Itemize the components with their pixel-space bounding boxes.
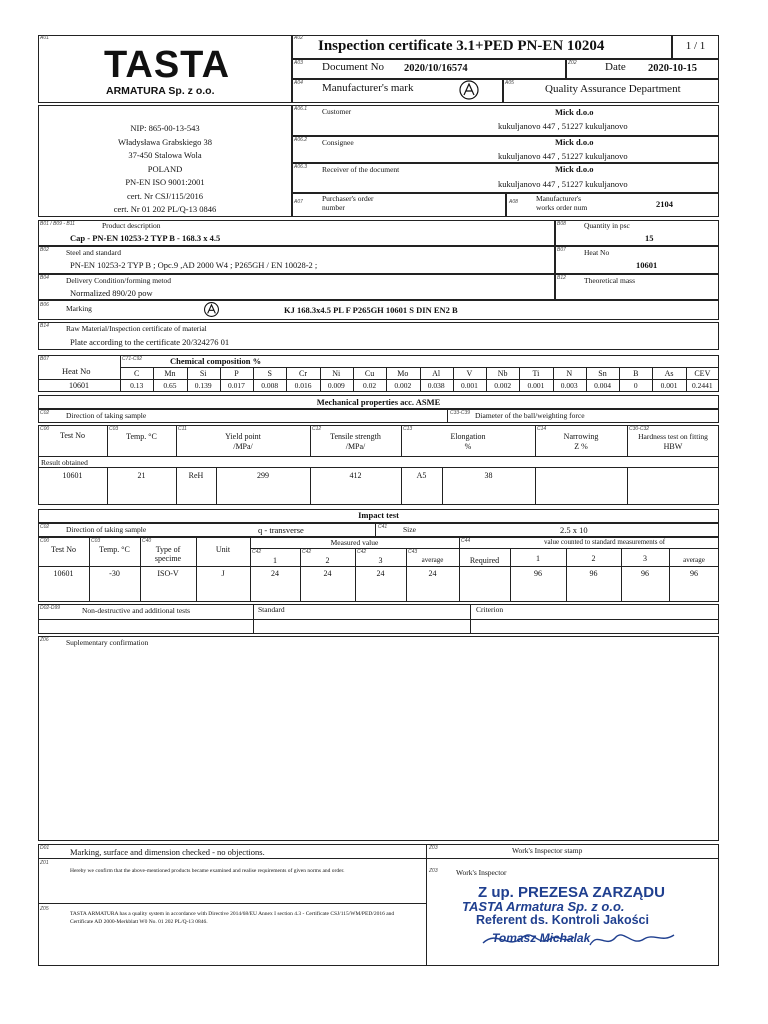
works-order-label-1: Manufacturer's <box>536 194 582 203</box>
code-z05: Z05 <box>40 906 49 912</box>
chem-element-ni: Ni <box>332 369 341 378</box>
company-logo-sub: ARMATURA Sp. z o.o. <box>106 85 215 97</box>
mech-result-elong: 38 <box>484 471 493 480</box>
code-a03: A03 <box>294 60 303 66</box>
mech-test-no-header: Test No <box>60 431 85 440</box>
mech-dir-divider <box>447 409 448 423</box>
impact-result-m2: 24 <box>323 569 332 578</box>
code-z03: Z03 <box>429 845 438 851</box>
theoretical-mass-label: Theoretical mass <box>584 276 636 285</box>
company-street: Władysława Grabskiego 38 <box>118 136 212 147</box>
chem-element-sn: Sn <box>598 369 607 378</box>
chem-element-s: S <box>267 369 272 378</box>
impact-size-label: Size <box>403 525 416 534</box>
impact-size-value: 2.5 x 10 <box>560 525 588 535</box>
elong-header-2: % <box>464 442 472 451</box>
ndt-v1 <box>253 604 254 634</box>
impact-type-header-1: Type of <box>155 545 181 554</box>
chem-heat-label: Heat No <box>62 366 91 376</box>
chem-element-p: P <box>234 369 239 378</box>
code-a08: A08 <box>509 199 518 205</box>
result-obtained-label: Result obtained <box>41 458 88 467</box>
code-a063: A06.3 <box>294 164 308 170</box>
footer-line-right-1 <box>426 858 719 859</box>
yield-header-2: /MPa/ <box>233 442 253 451</box>
ndt-mid <box>38 619 719 620</box>
chem-value-c: 0.13 <box>130 381 144 390</box>
standard-2-header: 2 <box>591 554 596 563</box>
code-b01: B01 / B09 - B11 <box>40 221 75 227</box>
quantity-box <box>555 220 719 246</box>
chem-value-si: 0.139 <box>194 381 212 390</box>
code-z02: Z02 <box>568 60 577 66</box>
diameter-label: Diameter of the ball/weighting force <box>475 411 585 420</box>
impact-result-s1: 96 <box>534 569 542 578</box>
company-address <box>38 122 292 217</box>
chem-value-cu: 0.02 <box>363 381 377 390</box>
steel-label: Steel and standard <box>66 248 121 257</box>
works-order-label-2: works order num <box>536 203 588 212</box>
code-c11: C11 <box>178 426 187 432</box>
impact-dir-divider <box>375 523 376 537</box>
manufacturers-mark-label: Manufacturer's mark <box>322 82 414 94</box>
code-c03b: C03 <box>91 538 101 544</box>
chem-element-mn: Mn <box>164 369 176 378</box>
consignee-name: Mick d.o.o <box>555 137 594 147</box>
chem-element-cev: CEV <box>694 369 711 378</box>
confirmation-text: Hereby we confirm that the above-mentioned products became examined and realise requirements of given norms and order. <box>70 868 345 874</box>
code-b02: B02 <box>40 247 49 253</box>
ndt-standard-label: Standard <box>258 605 285 614</box>
inspector-stamp-label: Work's Inspector stamp <box>512 846 583 855</box>
mech-result-label-bottom <box>38 467 719 468</box>
code-a05: A05 <box>505 80 514 86</box>
chem-element-cu: Cu <box>364 369 375 378</box>
quantity-value: 15 <box>645 233 654 243</box>
delivery-condition: Normalized 890/20 pow <box>70 288 153 298</box>
steel-standard: PN-EN 10253-2 TYP B ; Opc.9 ,AD 2000 W4 ; P265GH / EN 10028-2 ; <box>70 260 318 270</box>
code-c42b: C42 <box>302 549 312 555</box>
code-a062: A06.2 <box>294 137 308 143</box>
mech-temp-header: Temp. °C <box>126 432 157 441</box>
hardness-header-1: Hardness test on fitting <box>638 432 708 441</box>
mech-v5b <box>535 467 536 505</box>
manufacturer-mark-icon <box>458 79 480 101</box>
supplementary-label: Suplementary confirmation <box>66 638 149 647</box>
product-description: Cap - PN-EN 10253-2 TYP B - 168.3 x 4.5 <box>70 233 221 243</box>
impact-result-type: ISO-V <box>157 569 179 578</box>
chem-value-cev: 0.2441 <box>692 381 713 390</box>
company-cert1: cert. Nr CSJ/115/2016 <box>127 190 203 201</box>
purchaser-order-label-1: Purchaser's order <box>322 194 374 203</box>
chem-element-cr: Cr <box>299 369 307 378</box>
mech-direction-label: Direction of taking sample <box>66 411 147 420</box>
mech-header-bottom <box>38 456 719 457</box>
supplementary-box <box>38 636 719 841</box>
impact-test-no-header: Test No <box>51 545 76 554</box>
chem-value-ti: 0.001 <box>527 381 545 390</box>
imp-v8 <box>459 537 460 602</box>
code-c41: C41 <box>378 524 388 530</box>
code-c02: C02 <box>40 410 50 416</box>
mass-box <box>555 274 719 300</box>
narrow-header-1: Narrowing <box>563 432 599 441</box>
chem-element-as: As <box>664 369 674 378</box>
impact-result-m1: 24 <box>271 569 279 578</box>
code-c42a: C42 <box>252 549 262 555</box>
code-a07: A07 <box>294 199 303 205</box>
chem-value-b: 0 <box>633 381 638 390</box>
code-b07: B07 <box>557 247 566 253</box>
chem-element-n: N <box>566 369 573 378</box>
chem-value-cr: 0.016 <box>294 381 312 390</box>
company-cert2: cert. Nr 01 202 PL/Q-13 0846 <box>113 204 217 214</box>
code-c44: C44 <box>461 538 471 544</box>
ndt-label: Non-destructive and additional tests <box>82 606 191 615</box>
chem-element-b: B <box>633 369 639 378</box>
code-c14: C14 <box>537 426 547 432</box>
impact-direction-value: q - transverse <box>258 525 304 535</box>
footer-line-left-1 <box>38 858 426 859</box>
impact-result-m3: 24 <box>376 569 385 578</box>
code-c40: C40 <box>142 538 152 544</box>
works-order-number: 2104 <box>656 199 673 209</box>
code-c00b: C00 <box>40 538 50 544</box>
company-iso: PN-EN ISO 9001:2001 <box>125 177 205 187</box>
purchaser-order-label <box>322 194 374 212</box>
chem-value-v: 0.001 <box>460 381 478 390</box>
chem-element-mo: Mo <box>397 369 409 378</box>
company-nip: NIP: 865-00-13-543 <box>130 123 200 133</box>
code-d02: D02-D99 <box>40 605 61 611</box>
company-city: 37-450 Stalowa Wola <box>128 150 202 160</box>
consignee-address: kukuljanovo 447 , 51227 kukuljanovo <box>498 151 628 161</box>
measured-1-header: 1 <box>273 556 277 565</box>
marking-label: Marking <box>66 304 92 313</box>
chem-element-v: V <box>466 369 473 378</box>
qa-department: Quality Assurance Department <box>545 83 681 95</box>
impact-result-avg: 24 <box>428 569 437 578</box>
purchaser-order-label-2: number <box>322 203 345 212</box>
required-header: Required <box>469 556 500 565</box>
mech-v6b <box>627 467 628 505</box>
mech-result-test: 10601 <box>62 471 83 480</box>
code-b06: B06 <box>40 302 49 308</box>
chem-value-as: 0.001 <box>660 381 678 390</box>
tensile-header-1: Tensile strength <box>330 432 381 441</box>
code-b07b: B07 <box>40 356 49 362</box>
receiver-address: kukuljanovo 447 , 51227 kukuljanovo <box>498 179 628 189</box>
impact-result-s2: 96 <box>589 569 598 578</box>
code-a01: A01 <box>40 35 49 41</box>
document-no: 2020/10/16574 <box>404 63 468 74</box>
code-b14: B14 <box>40 323 49 329</box>
impact-unit-header: Unit <box>215 545 231 554</box>
code-c42c: C42 <box>357 549 367 555</box>
standard-avg-header: average <box>683 556 705 564</box>
marking-value: KJ 168.3x4.5 PL F P265GH 10601 S DIN EN2 B <box>284 305 458 315</box>
chem-value-ni: 0.009 <box>327 381 345 390</box>
mech-title: Mechanical properties acc. ASME <box>316 397 441 407</box>
company-country: POLAND <box>147 163 183 174</box>
heat-no-value: 10601 <box>636 260 658 270</box>
chem-element-nb: Nb <box>497 369 508 378</box>
measured-avg-header: average <box>421 556 444 564</box>
stamp-line-4: Tomasz Michalak <box>492 931 591 945</box>
chem-element-ti: Ti <box>532 369 540 378</box>
code-c03: C03 <box>109 426 119 432</box>
ndt-criterion-label: Criterion <box>476 605 504 614</box>
code-d01: D01 <box>40 845 50 851</box>
code-c00: C00 <box>40 426 50 432</box>
customer-label: Customer <box>322 107 352 116</box>
mech-result-reh: ReH <box>188 471 204 480</box>
works-order-label <box>536 194 587 212</box>
receiver-name: Mick d.o.o <box>555 164 594 174</box>
marking-logo-icon <box>203 301 220 318</box>
code-c33: C33-C39 <box>450 410 471 416</box>
measured-2-header: 2 <box>325 556 330 565</box>
customer-name: Mick d.o.o <box>555 107 594 117</box>
quantity-label: Quantity in psc <box>584 221 630 230</box>
impact-direction-label: Direction of taking sample <box>66 525 147 534</box>
footer-line-left-2 <box>38 903 426 904</box>
code-c43: C43 <box>408 549 418 555</box>
impact-result-temp: -30 <box>109 569 120 578</box>
chem-value-n: 0.003 <box>560 381 578 390</box>
code-a04: A04 <box>294 80 303 86</box>
code-z01: Z01 <box>40 860 49 866</box>
code-b12: B12 <box>557 275 566 281</box>
date-label: Date <box>605 61 626 73</box>
footer-divider <box>426 844 427 966</box>
code-a061: A06.1 <box>294 106 308 112</box>
standard-1-header: 1 <box>536 554 540 563</box>
chem-value-al: 0.038 <box>427 381 445 390</box>
code-b08: B08 <box>557 221 566 227</box>
ndt-v2 <box>470 604 471 634</box>
certificate-title: Inspection certificate 3.1+PED PN-EN 10204 <box>318 38 605 54</box>
hardness-header-2: HBW <box>663 442 683 451</box>
narrow-header-2: Z % <box>574 442 588 451</box>
code-c30: C30-C32 <box>629 426 650 432</box>
tensile-header-2: /MPa/ <box>345 442 366 451</box>
chem-value-mo: 0.002 <box>394 381 412 390</box>
measured-3-header: 3 <box>378 556 383 565</box>
chem-value-p: 0.017 <box>228 381 245 390</box>
standard-3-header: 3 <box>643 554 647 563</box>
stamp-line-3: Referent ds. Kontroli Jakości <box>476 913 649 927</box>
raw-material-value: Plate according to the certificate 20/324276 01 <box>70 337 230 347</box>
elong-header-1: Elongation <box>450 432 486 441</box>
measured-value-header: Measured value <box>330 538 379 547</box>
company-logo: TASTA <box>104 44 231 86</box>
code-c13: C13 <box>403 426 413 432</box>
chem-line-2 <box>38 379 719 380</box>
impact-result-savg: 96 <box>690 569 698 578</box>
impact-sub-line <box>250 548 719 549</box>
inspector-signature <box>478 925 678 955</box>
product-desc-label: Product description <box>102 221 161 230</box>
code-b04: B04 <box>40 275 49 281</box>
mech-result-a5: A5 <box>416 471 427 480</box>
date-value: 2020-10-15 <box>648 63 697 74</box>
chem-element-si: Si <box>199 369 207 378</box>
mech-result-tensile: 412 <box>349 471 362 480</box>
yield-header-1: Yield point <box>225 432 261 441</box>
code-c12: C12 <box>312 426 322 432</box>
impact-temp-header: Temp. °C <box>99 545 130 554</box>
code-c71: C71-C92 <box>122 356 143 362</box>
document-no-label: Document No <box>322 61 385 73</box>
stamp-line-1: Z up. PREZESA ZARZĄDU <box>478 884 665 901</box>
counted-value-header: value counted to standard measurements of <box>543 538 666 546</box>
consignee-label: Consignee <box>322 138 354 147</box>
impact-title: Impact test <box>358 510 399 520</box>
customer-address: kukuljanovo 447 , 51227 kukuljanovo <box>498 121 628 131</box>
code-z06: Z06 <box>40 637 49 643</box>
chem-value-mn: 0.65 <box>163 381 177 390</box>
code-z03b: Z03 <box>429 868 438 874</box>
heat-no-label: Heat No <box>584 248 610 257</box>
marking-check-text: Marking, surface and dimension checked - no objections. <box>70 847 265 857</box>
chem-title: Chemical composition % <box>170 356 262 366</box>
code-a02: A02 <box>294 35 303 41</box>
chem-element-al: Al <box>432 369 441 378</box>
impact-type-header-2: specime <box>154 554 182 563</box>
stamp-line-2: TASTA Armatura Sp. z o.o. <box>462 899 625 914</box>
impact-result-s3: 96 <box>641 569 649 578</box>
chem-heat-value: 10601 <box>69 381 89 390</box>
delivery-label: Delivery Condition/forming metod <box>66 276 171 285</box>
chem-value-s: 0.008 <box>261 381 279 390</box>
chem-value-nb: 0.002 <box>494 381 512 390</box>
chem-value-sn: 0.004 <box>594 381 611 390</box>
page-number: 1 / 1 <box>685 40 706 52</box>
chem-element-c: C <box>133 369 140 378</box>
receiver-label: Receiver of the document <box>322 165 400 174</box>
impact-result-unit: J <box>221 569 225 578</box>
mech-result-temp: 21 <box>137 471 146 480</box>
inspector-label: Work's Inspector <box>456 868 507 877</box>
mech-result-yield: 299 <box>257 471 269 480</box>
impact-result-test: 10601 <box>53 569 74 578</box>
raw-material-label: Raw Material/Inspection certificate of material <box>66 324 207 333</box>
quality-system-text: TASTA ARMATURA has a quality system in accordance with Directive 2014/68/EU Annex I section 4.3 - Certificate CSJ/115/WM/PED/2016 and Certificate AD 2000-Merkblatt W0 No. 01 202 PL/Q-13 0846. <box>70 911 395 925</box>
code-c02b: C02 <box>40 524 50 530</box>
